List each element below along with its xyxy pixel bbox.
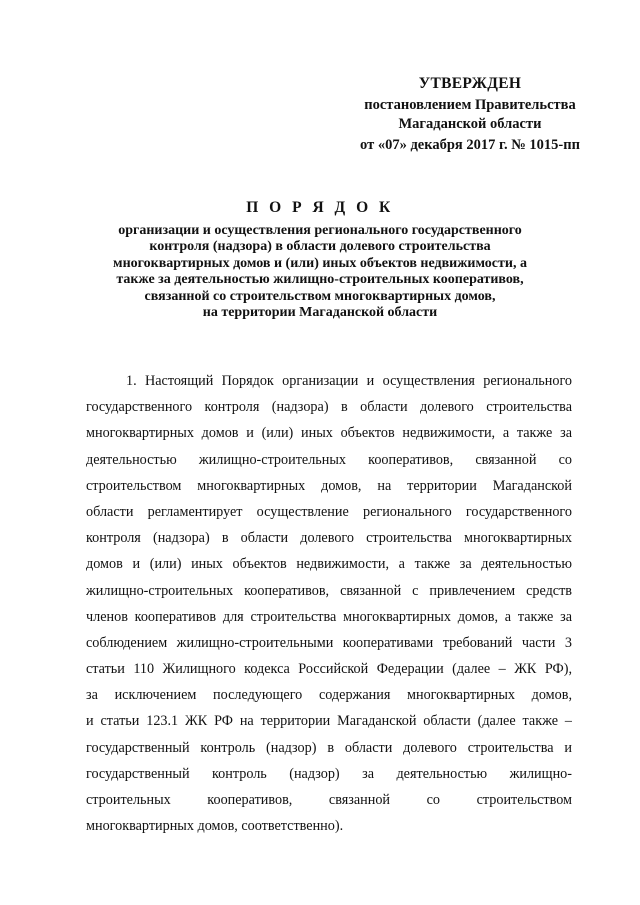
paragraph-line: и статьи 123.1 ЖК РФ на территории Магаданской области (далее также – xyxy=(86,713,572,730)
subtitle-line: на территории Магаданской области xyxy=(202,305,438,321)
subtitle-line: контроля (надзора) в области долевого строительства xyxy=(149,239,491,255)
paragraph-line: многоквартирных домов, соответственно). xyxy=(86,818,344,835)
paragraph-line: жилищно-строительных кооперативов, связанной с привлечением средств xyxy=(86,582,572,599)
approval-date-line: от «07» декабря 2017 г. № 1015-пп xyxy=(360,137,580,153)
document-heading xyxy=(100,198,540,321)
approval-stamp xyxy=(340,74,600,155)
subtitle-line: многоквартирных домов и (или) иных объектов недвижимости, а xyxy=(113,255,527,271)
paragraph-line: деятельностью жилищно-строительных кооперативов, связанной со xyxy=(86,451,572,468)
paragraph-line: домов и (или) иных объектов недвижимости, а также за деятельностью xyxy=(86,556,572,573)
paragraph-line: государственный контроль (надзор) за деятельностью жилищно- xyxy=(86,765,572,782)
paragraph-line: области регламентирует осуществление регионального государственного xyxy=(86,503,572,520)
paragraph-line: государственный контроль (надзор) в области долевого строительства и xyxy=(86,739,572,756)
document-title: П О Р Я Д О К xyxy=(246,199,394,216)
document-subtitle xyxy=(100,223,540,321)
paragraph-line: многоквартирных домов и (или) иных объектов недвижимости, а также за xyxy=(86,425,572,442)
approval-line-region: Магаданской области xyxy=(398,116,542,132)
approval-line-resolution: постановлением Правительства xyxy=(364,97,576,113)
subtitle-line: связанной со строительством многоквартирных домов, xyxy=(144,288,496,304)
paragraph-line: членов кооперативов для строительства многоквартирных домов, а также за xyxy=(86,608,572,625)
paragraph-line: строительством многоквартирных домов, на территории Магаданской xyxy=(86,477,572,494)
paragraph-line: государственного контроля (надзора) в области долевого строительства xyxy=(86,399,572,416)
approval-title: УТВЕРЖДЕН xyxy=(418,75,522,92)
paragraph-line: контроля (надзора) в области долевого строительства многоквартирных xyxy=(86,530,572,547)
paragraph-line: 1. Настоящий Порядок организации и осуществления регионального xyxy=(126,373,572,389)
subtitle-line: организации и осуществления регионального государственного xyxy=(118,223,522,238)
paragraph-line: строительных кооперативов, связанной со строительством xyxy=(86,792,572,808)
subtitle-line: также за деятельностью жилищно-строительных кооперативов, xyxy=(116,272,524,288)
paragraph-line: за исключением последующего содержания многоквартирных домов, xyxy=(86,687,572,704)
paragraph-line: соблюдением жилищно-строительными кооперативами требований части 3 xyxy=(86,634,572,651)
paragraph-1 xyxy=(86,368,572,839)
paragraph-line: статьи 110 Жилищного кодекса Российской Федерации (далее – ЖК РФ), xyxy=(86,661,572,678)
